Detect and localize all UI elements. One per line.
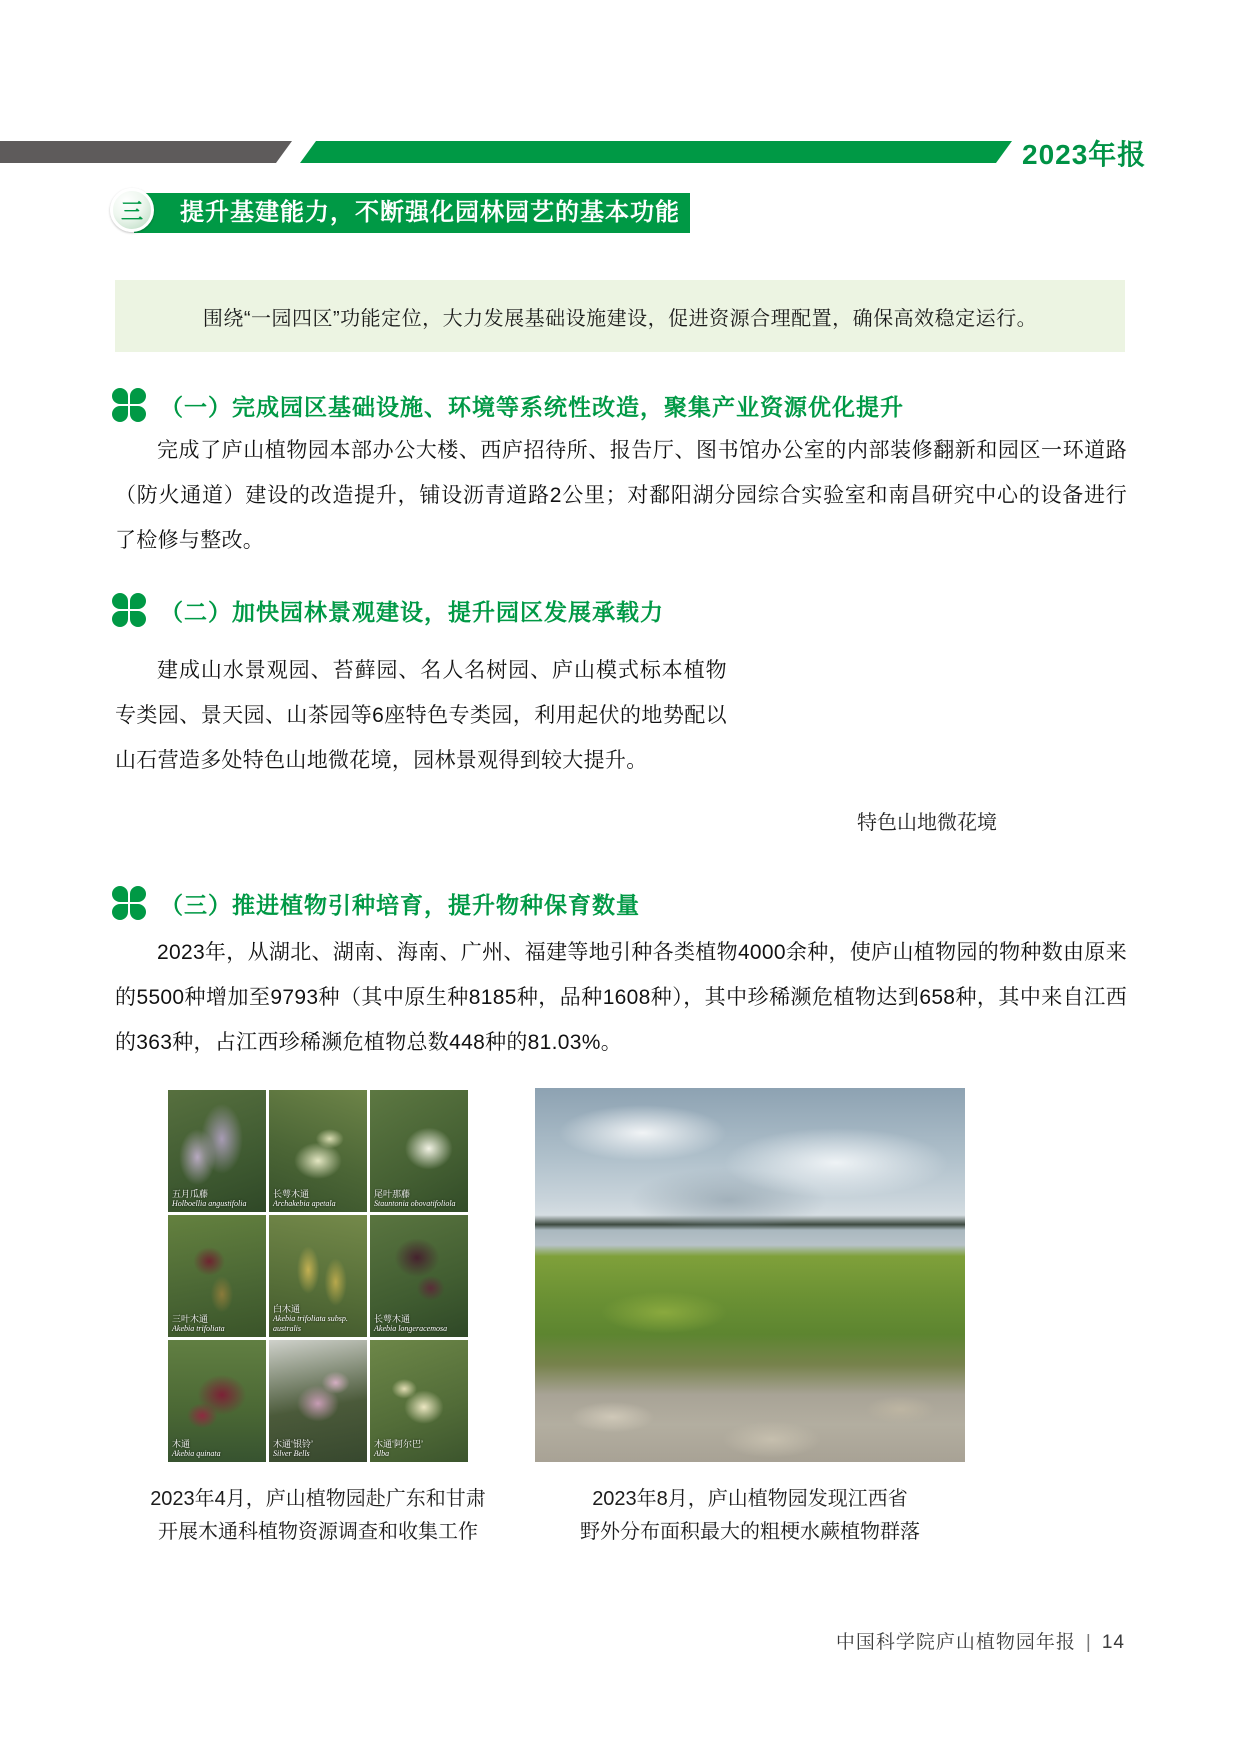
plant-collage-caption — [118, 1483, 518, 1549]
plant-photo-cell — [168, 1215, 266, 1337]
plant-name-latin: Silver Bells — [273, 1449, 310, 1458]
caption-line: 野外分布面积最大的粗梗水蕨植物群落 — [580, 1521, 920, 1543]
plant-name-zh: 尾叶那藤 — [374, 1189, 411, 1199]
plant-name-zh: 木通 — [172, 1439, 191, 1449]
top-green-bar — [300, 141, 1012, 163]
plant-name-zh: 长萼木通 — [273, 1189, 310, 1199]
plant-photo-cell — [269, 1215, 367, 1337]
plant-name-latin: Archakebia apetala — [273, 1199, 336, 1208]
plant-name-zh: 长萼木通 — [374, 1314, 411, 1324]
footer-report-title: 中国科学院庐山植物园年报 — [835, 1632, 1076, 1653]
plant-name-latin: Akebia longeracemosa — [374, 1324, 448, 1333]
plant-name-zh: 白木通 — [273, 1304, 301, 1314]
plant-photo-cell — [370, 1215, 468, 1337]
subsection-1-heading: （一）完成园区基础设施、环境等系统性改造，聚集产业资源优化提升 — [160, 393, 904, 420]
plant-photo-cell — [168, 1340, 266, 1462]
clover-icon — [112, 593, 146, 627]
caption-line: 2023年8月，庐山植物园发现江西省 — [592, 1488, 908, 1510]
plant-photo-cell — [370, 1090, 468, 1212]
section-title-banner — [134, 193, 690, 233]
plant-name-zh: 木通‘银铃’ — [273, 1439, 313, 1449]
intro-text: 围绕“一园四区”功能定位，大力发展基础设施建设，促进资源合理配置，确保高效稳定运行。 — [202, 307, 1038, 330]
plant-collage-photo — [168, 1090, 468, 1462]
caption-line: 2023年4月，庐山植物园赴广东和甘肃 — [150, 1488, 486, 1510]
plant-photo-cell — [168, 1090, 266, 1212]
subsection-2-heading: （二）加快园林景观建设，提升园区发展承载力 — [160, 598, 664, 625]
mountain-micro-garden-caption: 特色山地微花境 — [857, 812, 997, 834]
top-gray-bar — [0, 141, 292, 163]
plant-name-zh: 五月瓜藤 — [172, 1189, 209, 1199]
subsection-1-header — [112, 388, 904, 422]
plant-name-latin: Alba — [374, 1449, 390, 1458]
page-footer — [115, 1627, 1125, 1654]
plant-name-latin: Akebia trifoliata subsp. australis — [273, 1314, 348, 1333]
plant-name-latin: Akebia quinata — [172, 1449, 221, 1458]
intro-highlight-box — [115, 280, 1125, 352]
subsection-2-body: 建成山水景观园、苔藓园、名人名树园、庐山模式标本植物专类园、景天园、山茶园等6座特色专类园，利用起伏的地势配以山石营造多处特色山地微花境，园林景观得到较大提升。 — [115, 659, 727, 772]
plant-name-zh: 三叶木通 — [172, 1314, 209, 1324]
subsection-1-body: 完成了庐山植物园本部办公大楼、西庐招待所、报告厅、图书馆办公室的内部装修翻新和园区一环道路（防火通道）建设的改造提升，铺设沥青道路2公里；对鄱阳湖分园综合实验室和南昌研究中心的设备进行了检修与整改。 — [115, 439, 1127, 552]
plant-photo-cell — [269, 1090, 367, 1212]
report-year-label: 2023年报 — [1022, 139, 1147, 170]
caption-line: 开展木通科植物资源调查和收集工作 — [158, 1521, 478, 1543]
plant-name-latin: Akebia trifoliata — [172, 1324, 225, 1333]
plant-name-latin: Holboellia angustifolia — [172, 1199, 247, 1208]
wetland-caption — [550, 1483, 950, 1549]
section-title: 提升基建能力，不断强化园林园艺的基本功能 — [180, 199, 680, 226]
page-number: 14 — [1101, 1632, 1125, 1653]
subsection-3-body: 2023年，从湖北、湖南、海南、广州、福建等地引种各类植物4000余种，使庐山植物园的物种数由原来的5500种增加至9793种（其中原生种8185种，品种1608种），其中珍稀濒危植物达到658种，其中来自江西的363种，占江西珍稀濒危植物总数448种的81.03%。 — [115, 941, 1127, 1054]
plant-name-zh: 木通‘阿尔巴’ — [374, 1439, 423, 1449]
clover-icon — [112, 886, 146, 920]
mountain-micro-garden-photo — [743, 570, 1111, 798]
wetland-photo — [535, 1088, 965, 1462]
footer-separator: | — [1085, 1632, 1092, 1653]
subsection-2-header — [112, 593, 664, 627]
plant-photo-cell — [370, 1340, 468, 1462]
section-number: 三 — [120, 198, 143, 224]
clover-icon — [112, 388, 146, 422]
subsection-3-heading: （三）推进植物引种培育，提升物种保育数量 — [160, 891, 640, 918]
plant-name-latin: Stauntonia obovatifoliola — [374, 1199, 456, 1208]
plant-photo-cell — [269, 1340, 367, 1462]
subsection-3-header — [112, 886, 640, 920]
section-number-badge — [110, 188, 154, 232]
